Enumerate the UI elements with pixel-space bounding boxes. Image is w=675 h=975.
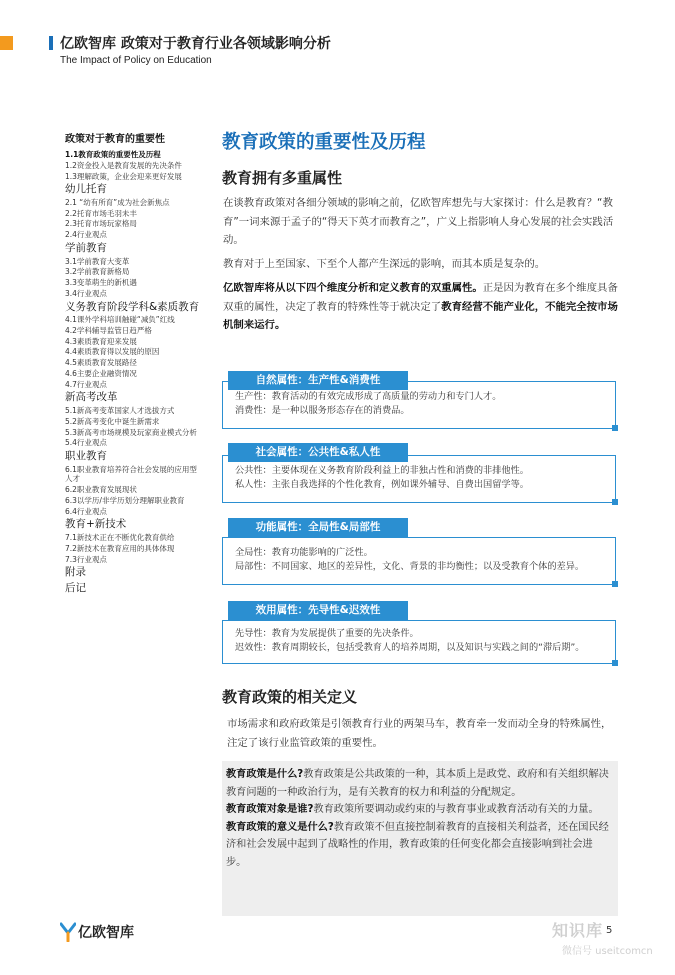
table-of-contents bbox=[65, 133, 200, 596]
attribute-box-utility bbox=[222, 620, 616, 664]
page-number: 5 bbox=[606, 925, 613, 936]
toc-section[interactable]: 后记 bbox=[65, 581, 86, 594]
intro-paragraph: 在谈教育政策对各细分领域的影响之前，亿欧智库想先与大家探讨：什么是教育？“教育”一词来源于孟子的“得天下英才而教育之”，广义上指影响人身心发展的社会实践活动。 bbox=[223, 197, 614, 247]
toc-section[interactable]: 职业教育 bbox=[65, 450, 107, 463]
attribute-tag-functional: 功能属性：全局性&局部性 bbox=[228, 518, 408, 537]
definition-why bbox=[222, 819, 618, 872]
toc-heading: 政策对于教育的重要性 bbox=[65, 134, 165, 145]
toc-section[interactable]: 义务教育阶段学科&素质教育 bbox=[65, 300, 200, 313]
attribute-line: 局部性：不同国家、地区的差异性，文化、背景的非均衡性；以及受教育个体的差异。 bbox=[235, 560, 585, 572]
toc-item[interactable]: 7.3行业观点 bbox=[65, 554, 107, 564]
toc-item[interactable]: 3.1学前教育大变革 bbox=[65, 256, 130, 266]
section-heading-attributes: 教育拥有多重属性 bbox=[222, 169, 343, 187]
toc-item[interactable]: 1.2资金投入是教育发展的先决条件 bbox=[65, 160, 182, 170]
attribute-line: 消费性：是一种以服务形态存在的消费品。 bbox=[235, 404, 410, 416]
toc-item[interactable]: 1.3理解政策，企业会迎来更好发展 bbox=[65, 171, 182, 181]
toc-item[interactable]: 6.1职业教育培养符合社会发展的应用型人才 bbox=[65, 464, 197, 484]
toc-item[interactable]: 5.1新高考变革国家人才选拔方式 bbox=[65, 406, 175, 416]
toc-item[interactable]: 4.3素质教育迎来发展 bbox=[65, 336, 137, 346]
definition-who bbox=[222, 801, 618, 819]
definition-answer: 教育政策不但直接控制着教育的直接相关利益者，还在国民经济和社会发展中起到了战略性的作用，教育政策的任何变化都会直接影响到社会进步。 bbox=[226, 821, 609, 868]
dimension-text: 正是因为教育在多个维度具备双重的属性，决定了教育的特殊性等于就决定了 bbox=[223, 282, 618, 313]
toc-item[interactable]: 4.5素质教育发展路径 bbox=[65, 358, 137, 368]
toc-item[interactable]: 2.4行业观点 bbox=[65, 230, 107, 240]
definitions-section bbox=[222, 686, 620, 752]
toc-item[interactable]: 4.6主要企业融资情况 bbox=[65, 368, 137, 378]
toc-section[interactable]: 学前教育 bbox=[65, 241, 107, 254]
attribute-tag-social: 社会属性：公共性&私人性 bbox=[228, 443, 408, 462]
toc-item[interactable]: 5.4行业观点 bbox=[65, 438, 107, 448]
definitions-box bbox=[222, 761, 618, 916]
definition-question: 教育政策是什么? bbox=[226, 769, 304, 780]
toc-item[interactable]: 4.1课外学科培训触碰“减负”红线 bbox=[65, 315, 175, 325]
dimension-conclusion: 教育经营不能产业化，不能完全按市场机制来运行。 bbox=[223, 300, 618, 332]
toc-item[interactable]: 6.2职业教育发展现状 bbox=[65, 485, 137, 495]
toc-section[interactable]: 幼儿托育 bbox=[65, 183, 107, 196]
toc-section[interactable]: 附录 bbox=[65, 566, 86, 579]
attribute-line: 迟效性：教育周期较长，包括受教育人的培养周期，以及知识与实践之间的“滞后期”。 bbox=[235, 641, 585, 653]
attribute-line: 生产性：教育活动的有效完成形成了高质量的劳动力和专门人才。 bbox=[235, 391, 502, 402]
toc-item[interactable]: 6.4行业观点 bbox=[65, 506, 107, 516]
dimension-paragraph bbox=[223, 279, 620, 335]
attribute-box-functional bbox=[222, 537, 616, 585]
toc-section[interactable]: 教育+新技术 bbox=[65, 518, 127, 531]
toc-section[interactable]: 新高考改革 bbox=[65, 391, 118, 404]
definition-what bbox=[222, 766, 618, 801]
definition-answer: 教育政策所要调动或约束的与教育事业或教育活动有关的力量。 bbox=[313, 804, 599, 816]
report-title: 亿欧智库 政策对于教育行业各领域影响分析 bbox=[60, 36, 331, 52]
toc-item[interactable]: 3.4行业观点 bbox=[65, 288, 107, 298]
logo-mark-icon bbox=[60, 922, 76, 942]
dimension-lead: 亿欧智库将从以下四个维度分析和定义教育的双重属性。 bbox=[223, 282, 483, 295]
toc-item[interactable]: 2.3托育市场玩家格局 bbox=[65, 219, 137, 229]
attribute-line: 公共性：主要体现在义务教育阶段利益上的非独占性和消费的非排他性。 bbox=[235, 465, 529, 476]
definition-question: 教育政策对象是谁? bbox=[226, 804, 314, 816]
toc-item[interactable]: 4.2学科辅导监管日趋严格 bbox=[65, 325, 152, 335]
box-corner-marker bbox=[612, 660, 618, 666]
logo-text: 亿欧智库 bbox=[78, 925, 134, 941]
definition-question: 教育政策的意义是什么? bbox=[226, 821, 334, 833]
watermark-title: 知识库 bbox=[552, 921, 604, 940]
header-blue-bar bbox=[49, 36, 53, 50]
toc-item[interactable]: 4.4素质教育得以发展的原因 bbox=[65, 347, 160, 357]
attribute-tag-natural: 自然属性：生产性&消费性 bbox=[228, 371, 408, 390]
page-title: 教育政策的重要性及历程 bbox=[222, 132, 426, 153]
footer-logo bbox=[60, 920, 180, 944]
box-corner-marker bbox=[612, 425, 618, 431]
toc-item[interactable]: 6.3以学历/非学历划分理解职业教育 bbox=[65, 495, 185, 505]
header-orange-bar bbox=[0, 36, 13, 50]
attribute-line: 私人性：主张自我选择的个性化教育，例如课外辅导、自费出国留学等。 bbox=[235, 478, 529, 490]
definitions-intro: 市场需求和政府政策是引领教育行业的两架马车，教育牵一发而动全身的特殊属性，注定了该行业监管政策的重要性。 bbox=[227, 718, 612, 749]
box-corner-marker bbox=[612, 499, 618, 505]
report-subtitle: The Impact of Policy on Education bbox=[60, 55, 212, 66]
toc-item[interactable]: 3.2学前教育新格局 bbox=[65, 267, 130, 277]
toc-item[interactable]: 1.1教育政策的重要性及历程 bbox=[65, 150, 161, 159]
attribute-tag-utility: 效用属性：先导性&迟效性 bbox=[228, 601, 408, 620]
attribute-line: 先导性：教育为发展提供了重要的先决条件。 bbox=[235, 628, 419, 639]
nature-paragraph: 教育对于上至国家、下至个人都产生深远的影响，而其本质是复杂的。 bbox=[223, 257, 546, 270]
toc-item[interactable]: 5.2新高考变化中诞生新需求 bbox=[65, 416, 160, 426]
toc-item[interactable]: 7.1新技术正在不断优化教育供给 bbox=[65, 533, 175, 543]
toc-list bbox=[65, 150, 200, 596]
toc-item[interactable]: 2.2托育市场毛羽未丰 bbox=[65, 208, 137, 218]
definition-answer: 教育政策是公共政策的一种，其本质上是政党、政府和有关组织解决教育问题的一种政治行为，是有关教育的权力和利益的分配规定。 bbox=[226, 769, 609, 798]
toc-item[interactable]: 4.7行业观点 bbox=[65, 379, 107, 389]
box-corner-marker bbox=[612, 581, 618, 587]
main-content bbox=[222, 128, 620, 335]
watermark-account: 微信号 useitcomcn bbox=[562, 946, 653, 957]
toc-item[interactable]: 5.3新高考市场规模及玩家商业模式分析 bbox=[65, 427, 197, 437]
section-heading-definitions: 教育政策的相关定义 bbox=[222, 688, 358, 706]
attribute-box-social bbox=[222, 455, 616, 503]
attribute-line: 全局性：教育功能影响的广泛性。 bbox=[235, 547, 373, 558]
toc-item[interactable]: 2.1 “幼有所育”成为社会新焦点 bbox=[65, 197, 170, 207]
toc-item[interactable]: 7.2新技术在教育应用的具体体现 bbox=[65, 543, 175, 553]
toc-item[interactable]: 3.3变革萌生的新机遇 bbox=[65, 278, 137, 288]
